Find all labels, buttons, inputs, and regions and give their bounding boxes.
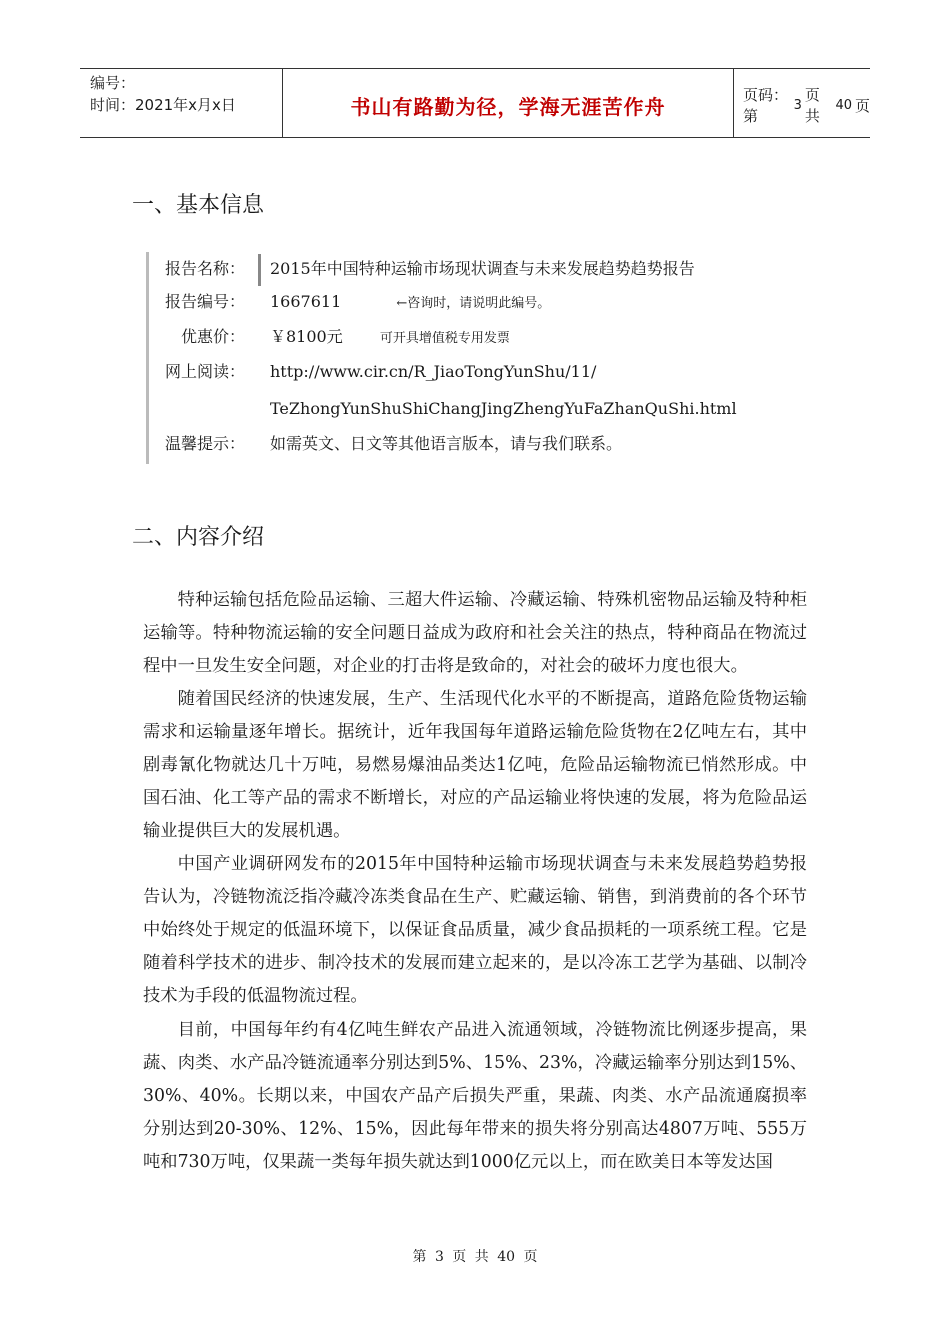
report-name-label: 报告名称： xyxy=(165,259,246,278)
section-title-intro: 二、内容介绍 xyxy=(132,525,265,550)
price-label: 优惠价： xyxy=(180,327,245,346)
page-header xyxy=(80,68,870,138)
page-total: 40 xyxy=(835,97,852,113)
report-no-label: 报告编号： xyxy=(165,292,246,311)
paragraph: 随着国民经济的快速发展，生产、生活现代化水平的不断提高，道路危险货物运输需求和运输量逐年增长。据统计，近年我国每年道路运输危险货物在2亿吨左右，其中剧毒氰化物就达几十万吨，易燃易爆油品类达1亿吨，危险品运输物流已悄然形成。中国石油、化工等产品的需求不断增长，对应的产品运输业将快速的发展，将为危险品运输业提供巨大的发展机遇。 xyxy=(143,689,807,841)
price-value xyxy=(270,324,510,352)
report-no-note: ←咨询时，请说明此编号。 xyxy=(396,296,551,311)
page-footer: 第 3 页 共 40 页 xyxy=(412,1249,538,1265)
page-current: 3 xyxy=(793,97,802,113)
header-motto-cell xyxy=(282,69,734,137)
url-label: 网上阅读： xyxy=(165,362,246,381)
report-name-value: 2015年中国特种运输市场现状调查与未来发展趋势趋势报告 xyxy=(270,259,695,278)
price-note: 可开具增值税专用发票 xyxy=(379,331,510,346)
tip-label: 温馨提示： xyxy=(165,434,246,453)
paragraph: 特种运输包括危险品运输、三超大件运输、冷藏运输、特殊机密物品运输及特种柜运输等。特种物流运输的安全问题日益成为政府和社会关注的热点，特种商品在物流过程中一旦发生安全问题，对企业的打击将是致命的，对社会的破坏力度也很大。 xyxy=(143,590,807,676)
url-line-1[interactable]: http://www.cir.cn/R_JiaoTongYunShu/11/ xyxy=(270,362,597,381)
serial-label: 编号： xyxy=(90,74,136,92)
header-page-cell xyxy=(734,69,870,137)
section-title-basic-info: 一、基本信息 xyxy=(132,193,265,218)
date-line: 时间：2021年x月x日 xyxy=(90,96,236,114)
page-label: 页码：第 xyxy=(743,86,789,125)
paragraph: 中国产业调研网发布的2015年中国特种运输市场现状调查与未来发展趋势趋势报告认为，冷链物流泛指冷藏冷冻类食品在生产、贮藏运输、销售，到消费前的各个环节中始终处于规定的低温环境下，以保证食品质量，减少食品损耗的一项系统工程。它是随着科学技术的进步、制冷技术的发展而建立起来的，是以冷冻工艺学为基础、以制冷技术为手段的低温物流过程。 xyxy=(143,854,807,1006)
url-line-2[interactable]: TeZhongYunShuShiChangJingZhengYuFaZhanQuShi.html xyxy=(270,399,737,418)
report-no: 1667611 xyxy=(270,292,342,311)
report-no-value xyxy=(270,289,550,317)
page-mid: 页 共 xyxy=(804,86,820,125)
header-left-cell xyxy=(80,69,282,137)
paragraph: 目前，中国每年约有4亿吨生鲜农产品进入流通领域，冷链物流比例逐步提高，果蔬、肉类、水产品冷链流通率分别达到5%、15%、23%，冷藏运输率分别达到15%、30%、40%。长期以来，中国农产品产后损失严重，果蔬、肉类、水产品流通腐损率分别达到20-30%、12%、15%，因此每年带来的损失将分别高达4807万吨、555万吨和730万吨，仅果蔬一类每年损失就达到1000亿元以上，而在欧美日本等发达国 xyxy=(143,1020,807,1172)
tip-value: 如需英文、日文等其他语言版本，请与我们联系。 xyxy=(270,434,623,453)
motto: 书山有路勤为径，学海无涯苦作舟 xyxy=(350,94,666,119)
page-unit: 页 xyxy=(854,96,870,115)
price: ￥8100元 xyxy=(270,327,343,346)
report-name-marker xyxy=(258,254,261,286)
info-left-bar xyxy=(146,252,149,464)
